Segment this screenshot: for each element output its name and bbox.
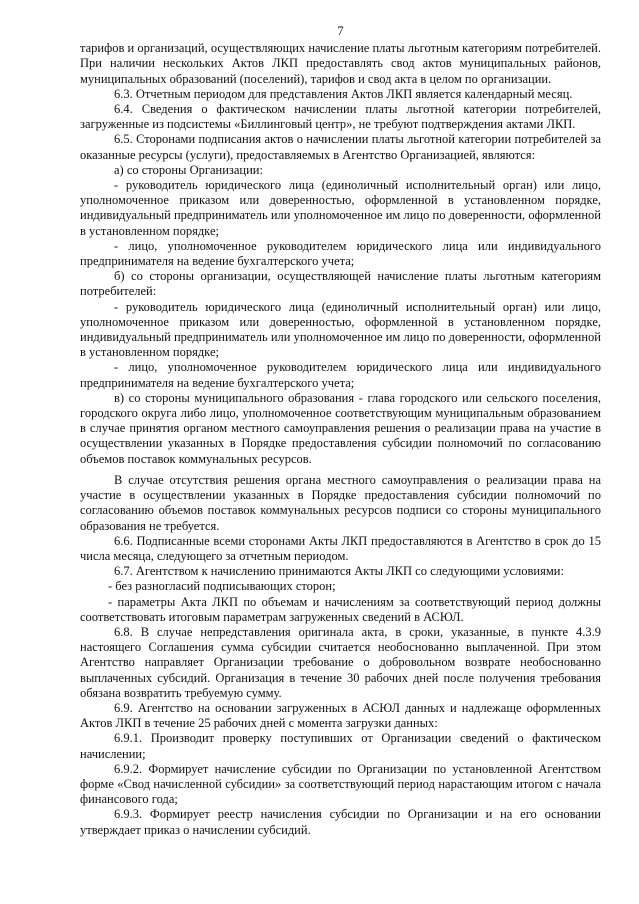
paragraph-6-9-2: 6.9.2. Формирует начисление субсидии по Организации по установленной Агентством форме «Свод начисленной субсидии» за соответствующий период нарастающим итогом с начала финансового года; bbox=[80, 761, 601, 807]
paragraph-6-5-b-item-2: - лицо, уполномоченное руководителем юридического лица или индивидуального предпринимателя на ведение бухгалтерского учета; bbox=[80, 360, 601, 390]
paragraph-continuation: тарифов и организаций, осуществляющих начисление платы льготным категориям потребителей. При наличии нескольких Актов ЛКП предоставлять свод актов муниципальных районов, муниципальных образований (поселений), тарифов и свод акта в целом по организации. bbox=[80, 41, 601, 86]
paragraph-6-5-b-item-1: - руководитель юридического лица (единоличный исполнительный орган) или лицо, уполномоченное приказом или доверенностью, оформленной в установленном порядке, индивидуальный предприниматель или уполномоченное им лицо по доверенности, оформленной в установленном порядке; bbox=[80, 299, 601, 360]
paragraph-6-5-b: б) со стороны организации, осуществляющей начисление платы льготным категориям потребителей: bbox=[80, 269, 601, 299]
paragraph-6-4: 6.4. Сведения о фактическом начислении платы льготной категории потребителей, загруженные из подсистемы «Биллинговый центр», не требуют подтверждения актами ЛКП. bbox=[80, 102, 601, 132]
paragraph-6-7-item-1: - без разногласий подписывающих сторон; bbox=[108, 579, 336, 594]
paragraph-6-5: 6.5. Сторонами подписания актов о начислении платы льготной категории потребителей за оказанные ресурсы (услуги), предоставляемых в Агентство Организацией, являются: bbox=[80, 132, 601, 162]
paragraph-6-6: 6.6. Подписанные всеми сторонами Акты ЛКП предоставляются в Агентство в срок до 15 числа месяца, следующего за отчетным периодом. bbox=[80, 533, 601, 563]
paragraph-6-5-a-item-2: - лицо, уполномоченное руководителем юридического лица или индивидуального предпринимателя на ведение бухгалтерского учета; bbox=[80, 238, 601, 269]
paragraph-6-9-1: 6.9.1. Производит проверку поступивших от Организации сведений о фактическом начислении; bbox=[80, 731, 601, 761]
paragraph-6-3: 6.3. Отчетным периодом для представления Актов ЛКП является календарный месяц. bbox=[114, 86, 573, 101]
paragraph-6-9-3: 6.9.3. Формирует реестр начисления субсидии по Организации и на его основании утверждает приказ о начислении субсидий. bbox=[80, 807, 601, 837]
paragraph-6-8: 6.8. В случае непредставления оригинала акта, в сроки, указанные, в пункте 4.3.9 настоящего Соглашения сумма субсидии считается необоснованно выплаченной. При этом Агентство направляет Организации требование о добровольном возврате необоснованно выплаченных субсидий. Организация в течение 30 рабочих дней после получения требования обязана возвратить требуемую сумму. bbox=[80, 624, 601, 700]
paragraph-6-5-a: а) со стороны Организации: bbox=[114, 162, 263, 177]
paragraph-6-9: 6.9. Агентство на основании загруженных в АСЮЛ данных и надлежаще оформленных Актов ЛКП в течение 25 рабочих дней с момента загрузки данных: bbox=[80, 700, 601, 731]
paragraph-6-5-v: в) со стороны муниципального образования - глава городского или сельского поселения, городского округа либо лицо, уполномоченное соответствующим муниципальным образованием в случае принятия органом местного самоуправления решения о реализации права на участие в осуществлении указанных в Порядке предоставления субсидии полномочий по согласованию объемов поставок коммунальных ресурсов. bbox=[80, 390, 601, 466]
paragraph-6-5-a-item-1: - руководитель юридического лица (единоличный исполнительный орган) или лицо, уполномоченное приказом или доверенностью, оформленной в установленном порядке, индивидуальный предприниматель или уполномоченное им лицо по доверенности, оформленной в установленном порядке; bbox=[80, 178, 601, 238]
paragraph-6-7: 6.7. Агентством к начислению принимаются Акты ЛКП со следующими условиями: bbox=[114, 564, 564, 579]
paragraph-6-7-item-2: - параметры Акта ЛКП по объемам и начислениям за соответствующий период должны соответствовать итоговым параметрам загруженных сведений в АСЮЛ. bbox=[80, 594, 601, 624]
page-number: 7 bbox=[337, 24, 344, 38]
paragraph-no-decision: В случае отсутствия решения органа местного самоуправления о реализации права на участие в осуществлении указанных в Порядке предоставления субсидии полномочий по согласованию объемов поставок коммунальных ресурсов подписи со стороны муниципального образования не требуется. bbox=[80, 472, 601, 533]
